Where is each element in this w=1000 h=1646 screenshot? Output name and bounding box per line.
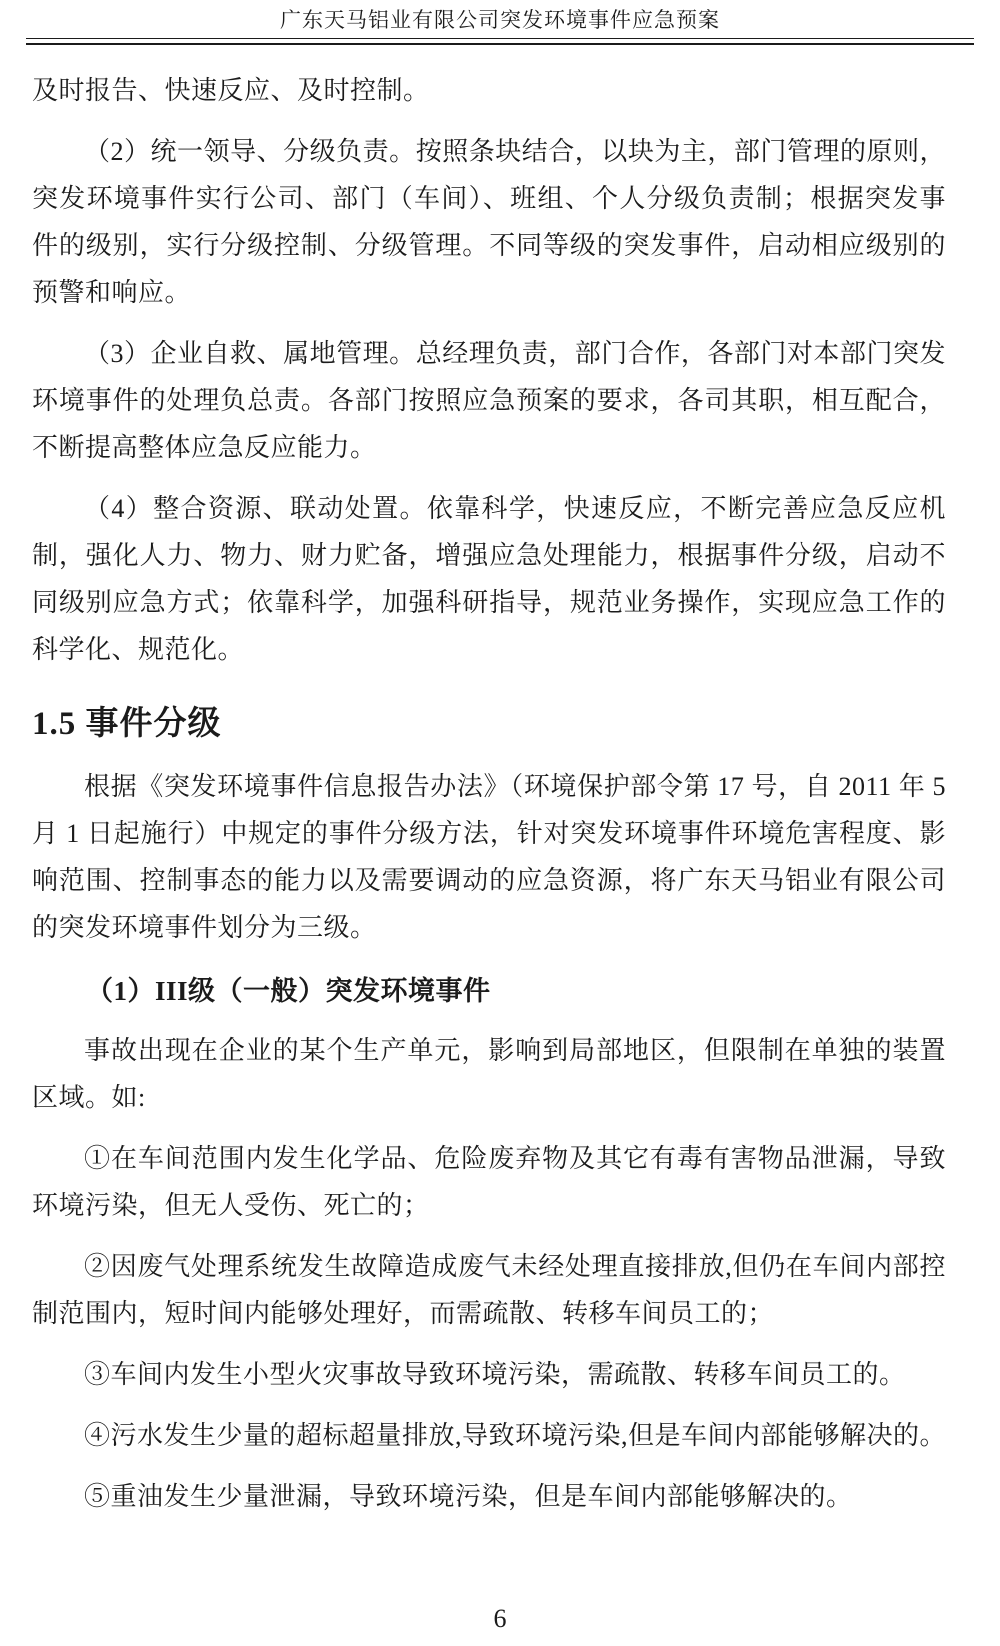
paragraph-case-4: ④污水发生少量的超标超量排放,导致环境污染,但是车间内部能够解决的。 bbox=[84, 1421, 947, 1450]
document-body bbox=[32, 67, 946, 1520]
page-number: 6 bbox=[493, 1604, 507, 1633]
paragraph-classification-intro: 根据《突发环境事件信息报告办法》（环境保护部令第 17 号，自 2011 年 5 月 1 日起施行）中规定的事件分级方法，针对突发环境事件环境危害程度、影响范围、控制事态的能力以及需要调动的应急资源，将广东天马铝业有限公司的突发环境事件划分为三级。 bbox=[32, 772, 946, 942]
paragraph-case-2: ②因废气处理系统发生故障造成废气未经处理直接排放,但仍在车间内部控制范围内，短时间内能够处理好，而需疏散、转移车间员工的； bbox=[32, 1252, 946, 1328]
paragraph-case-5: ⑤重油发生少量泄漏，导致环境污染，但是车间内部能够解决的。 bbox=[84, 1482, 853, 1511]
page-header-title: 广东天马铝业有限公司突发环境事件应急预案 bbox=[280, 8, 720, 32]
header-divider bbox=[26, 38, 974, 45]
subsection-heading-level-3: （1）III级（一般）突发环境事件 bbox=[86, 976, 491, 1006]
paragraph-case-3: ③车间内发生小型火灾事故导致环境污染，需疏散、转移车间员工的。 bbox=[84, 1360, 906, 1389]
paragraph-continuation: 及时报告、快速反应、及时控制。 bbox=[32, 76, 430, 105]
section-heading-1-5: 1.5 事件分级 bbox=[32, 706, 222, 742]
paragraph-principle-2: （2）统一领导、分级负责。按照条块结合，以块为主，部门管理的原则，突发环境事件实行公司、部门（车间）、班组、个人分级负责制；根据突发事件的级别，实行分级控制、分级管理。不同等级的突发事件，启动相应级别的预警和响应。 bbox=[32, 137, 946, 307]
paragraph-case-1: ①在车间范围内发生化学品、危险废弃物及其它有毒有害物品泄漏，导致环境污染，但无人受伤、死亡的； bbox=[32, 1144, 946, 1220]
paragraph-level3-description: 事故出现在企业的某个生产单元，影响到局部地区，但限制在单独的装置区域。如: bbox=[32, 1036, 946, 1112]
paragraph-principle-3: （3）企业自救、属地管理。总经理负责，部门合作，各部门对本部门突发环境事件的处理负总责。各部门按照应急预案的要求，各司其职，相互配合，不断提高整体应急反应能力。 bbox=[32, 339, 946, 462]
paragraph-principle-4: （4）整合资源、联动处置。依靠科学，快速反应，不断完善应急反应机制，强化人力、物力、财力贮备，增强应急处理能力，根据事件分级，启动不同级别应急方式；依靠科学，加强科研指导，规范业务操作，实现应急工作的科学化、规范化。 bbox=[32, 494, 946, 664]
